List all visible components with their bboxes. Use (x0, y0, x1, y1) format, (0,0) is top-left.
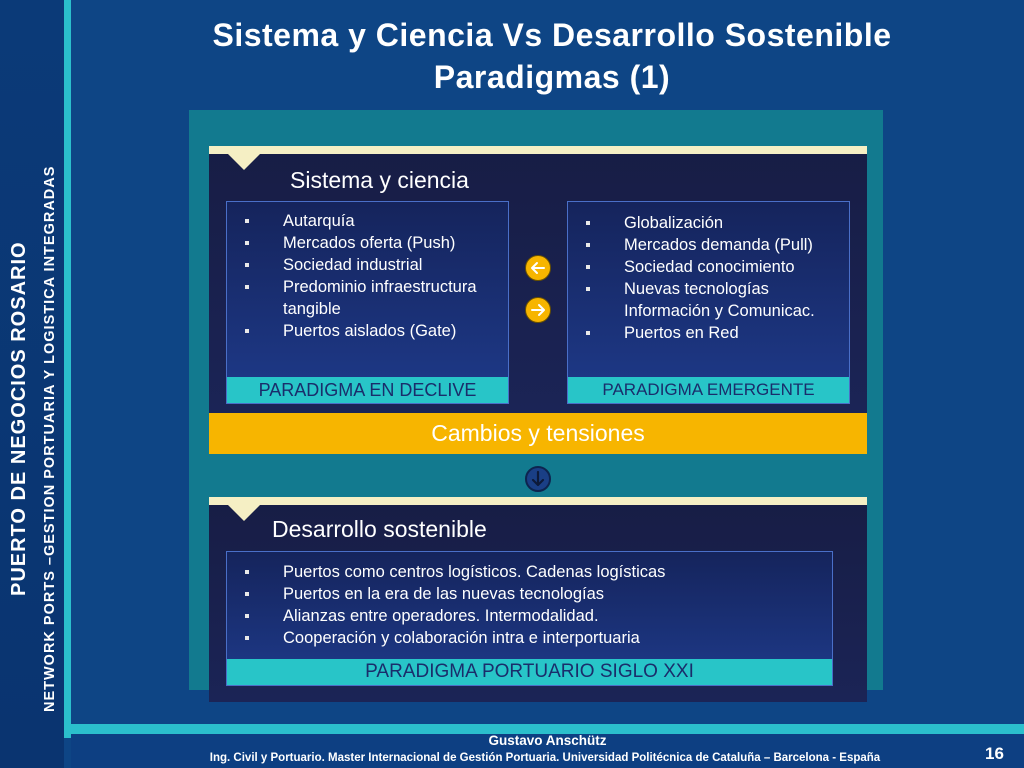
changes-tensions-bar: Cambios y tensiones (209, 413, 867, 454)
arrow-right-icon-glyph (526, 298, 550, 322)
list-item: Sociedad conocimiento (568, 256, 849, 278)
slide-title (80, 14, 1024, 98)
box-top-bar (209, 497, 867, 505)
left-accent-rule (64, 0, 71, 738)
arrow-down-icon-glyph (526, 467, 550, 491)
sustainable-development-heading: Desarrollo sostenible (272, 516, 487, 542)
arrow-down-icon[interactable] (525, 466, 551, 492)
declining-paradigm-list (227, 210, 508, 342)
footer-author: Gustavo Anschütz (488, 733, 607, 748)
arrow-right-icon[interactable] (525, 297, 551, 323)
box-notch (227, 153, 261, 170)
list-item: Globalización (568, 212, 849, 234)
arrow-left-icon-glyph (526, 256, 550, 280)
declining-paradigm-panel (226, 201, 509, 404)
port-paradigm-list (227, 561, 832, 649)
sidebar-vertical-subtitle: NETWORK PORTS –GESTION PORTUARIA Y LOGISTICA INTEGRADAS (42, 165, 58, 712)
sidebar-vertical-title: PUERTO DE NEGOCIOS ROSARIO (8, 241, 30, 596)
list-item: Sociedad industrial (227, 254, 508, 276)
footer-credentials: Ing. Civil y Portuario. Master Internacional de Gestión Portuaria. Universidad Politécnica de Cataluña – Barcelona - España (209, 752, 881, 764)
list-item: Puertos en Red (568, 322, 849, 344)
system-science-heading: Sistema y ciencia (290, 167, 469, 193)
declining-paradigm-label: PARADIGMA EN DECLIVE (227, 377, 508, 403)
list-item: Puertos en la era de las nuevas tecnologías (227, 583, 832, 605)
slide-title-line2: Paradigmas (1) (433, 59, 671, 95)
page-number: 16 (985, 744, 1004, 763)
list-item: Predominio infraestructura tangible (227, 276, 508, 320)
port-paradigm-label: PARADIGMA PORTUARIO SIGLO XXI (227, 659, 832, 685)
box-notch (227, 504, 261, 521)
port-paradigm-panel (226, 551, 833, 686)
list-item: Puertos aislados (Gate) (227, 320, 508, 342)
slide-title-line1: Sistema y Ciencia Vs Desarrollo Sostenible (212, 17, 892, 53)
list-item: Alianzas entre operadores. Intermodalidad. (227, 605, 832, 627)
arrow-left-icon[interactable] (525, 255, 551, 281)
list-item: Mercados demanda (Pull) (568, 234, 849, 256)
list-item: Autarquía (227, 210, 508, 232)
list-item: Nuevas tecnologías Información y Comunicac. (568, 278, 849, 322)
emerging-paradigm-list (568, 212, 849, 344)
emerging-paradigm-label: PARADIGMA EMERGENTE (568, 377, 849, 403)
list-item: Cooperación y colaboración intra e interportuaria (227, 627, 832, 649)
box-top-bar (209, 146, 867, 154)
list-item: Puertos como centros logísticos. Cadenas logísticas (227, 561, 832, 583)
emerging-paradigm-panel (567, 201, 850, 404)
list-item: Mercados oferta (Push) (227, 232, 508, 254)
